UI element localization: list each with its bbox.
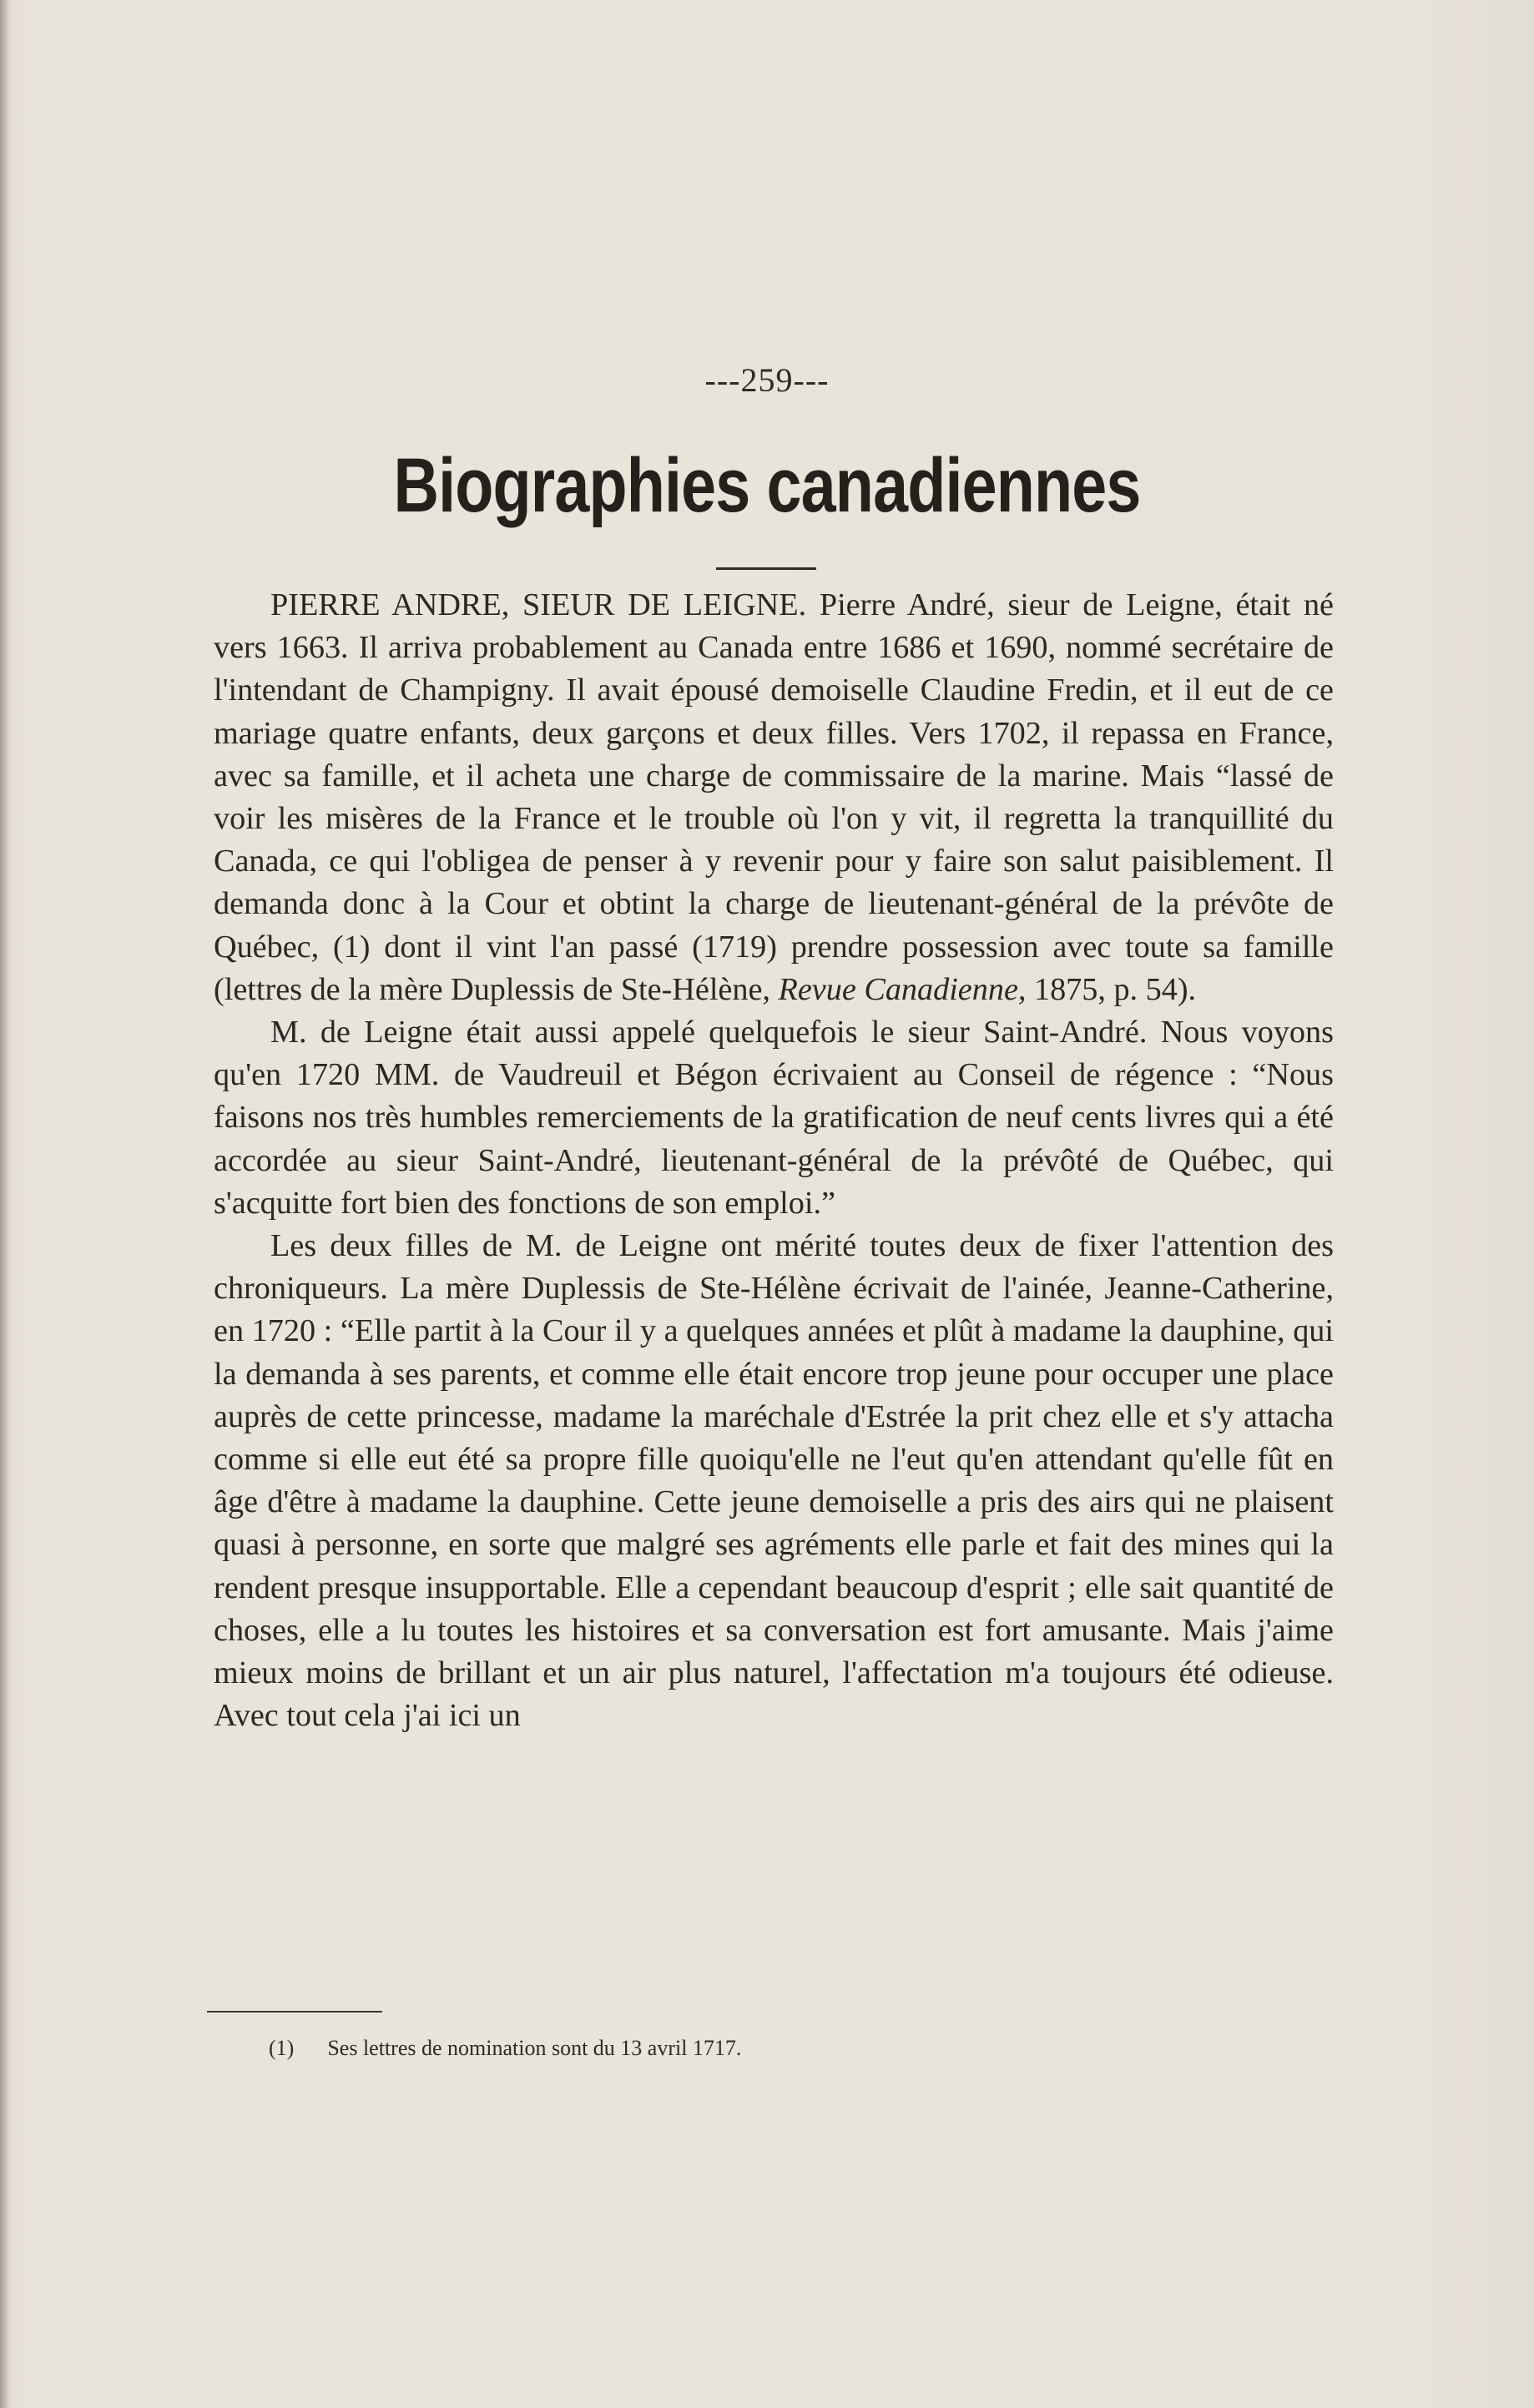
- paragraph-1: [214, 584, 1334, 1011]
- footnote: [269, 2036, 741, 2061]
- chapter-title: Biographies canadiennes: [393, 443, 1141, 528]
- paragraph-2: M. de Leigne était aussi appelé quelquefois le sieur Saint-André. Nous voyons qu'en 1720 MM. de Vaudreuil et Bégon écrivaient au Conseil de régence : “Nous faisons nos très humbles remerciements de la gratification de neuf cents livres qui a été accordée au sieur Saint-André, lieutenant-général de la prévôté de Québec, qui s'acquitte fort bien des fonctions de son emploi.”: [214, 1015, 1334, 1221]
- title-divider: [716, 567, 816, 570]
- paragraph-3: Les deux filles de M. de Leigne ont mérité toutes deux de fixer l'attention des chroniqueurs. La mère Duplessis de Ste-Hélène écrivait de l'ainée, Jeanne-Catherine, en 1720 : “Elle partit à la Cour il y a quelques années et plût à madame la dauphine, qui la demanda à ses parents, et comme elle était encore trop jeune pour occuper une place auprès de cette princesse, madame la maréchale d'Estrée la prit chez elle et s'y attacha comme si elle eut été sa propre fille quoiqu'elle ne l'eut qu'en attendant qu'elle fût en âge d'être à madame la dauphine. Cette jeune demoiselle a pris des airs qui ne plaisent quasi à personne, en sorte que malgré ses agréments elle parle et fait des mines qui la rendent presque insupportable. Elle a cependant beaucoup d'esprit ; elle sait quantité de choses, elle a lu toutes les histoires et sa conversation est fort amusante. Mais j'aime mieux moins de brillant et un air plus naturel, l'affectation m'a toujours été odieuse. Avec tout cela j'ai ici un: [214, 1228, 1334, 1734]
- page-number: ---259---: [704, 361, 830, 399]
- footnote-mark: (1): [269, 2036, 295, 2060]
- journal-title: Revue Canadienne,: [778, 971, 1027, 1007]
- paragraph-text: Pierre André, sieur de Leigne, était né vers 1663. Il arriva probablement au Canada entre 1686 et 1690, nommé secrétaire de l'intendant de Champigny. Il avait épousé demoiselle Claudine Fredin, et il eut de ce mariage quatre enfants, deux garçons et deux filles. Vers 1702, il repassa en France, avec sa famille, et il acheta une charge de commissaire de la marine. Mais “lassé de voir les misères de la France et le trouble où l'on y vit, il regretta la tranquillité du Canada, ce qui l'obligea de penser à y revenir pour y faire son salut paisiblement. Il demanda donc à la Cour et obtint la charge de lieutenant-général de la prévôte de Québec, (1) dont il vint l'an passé (1719) prendre possession avec toute sa famille (lettres de la mère Duplessis de Ste-Hélène,: [214, 587, 1334, 1007]
- paragraph-tail: 1875, p. 54).: [1033, 971, 1197, 1007]
- footnote-divider: [207, 2011, 382, 2013]
- body-text: [214, 584, 1334, 1737]
- paragraph-lead: PIERRE ANDRE, SIEUR DE LEIGNE.: [270, 587, 807, 622]
- footnote-text: Ses lettres de nomination sont du 13 avril 1717.: [327, 2036, 742, 2060]
